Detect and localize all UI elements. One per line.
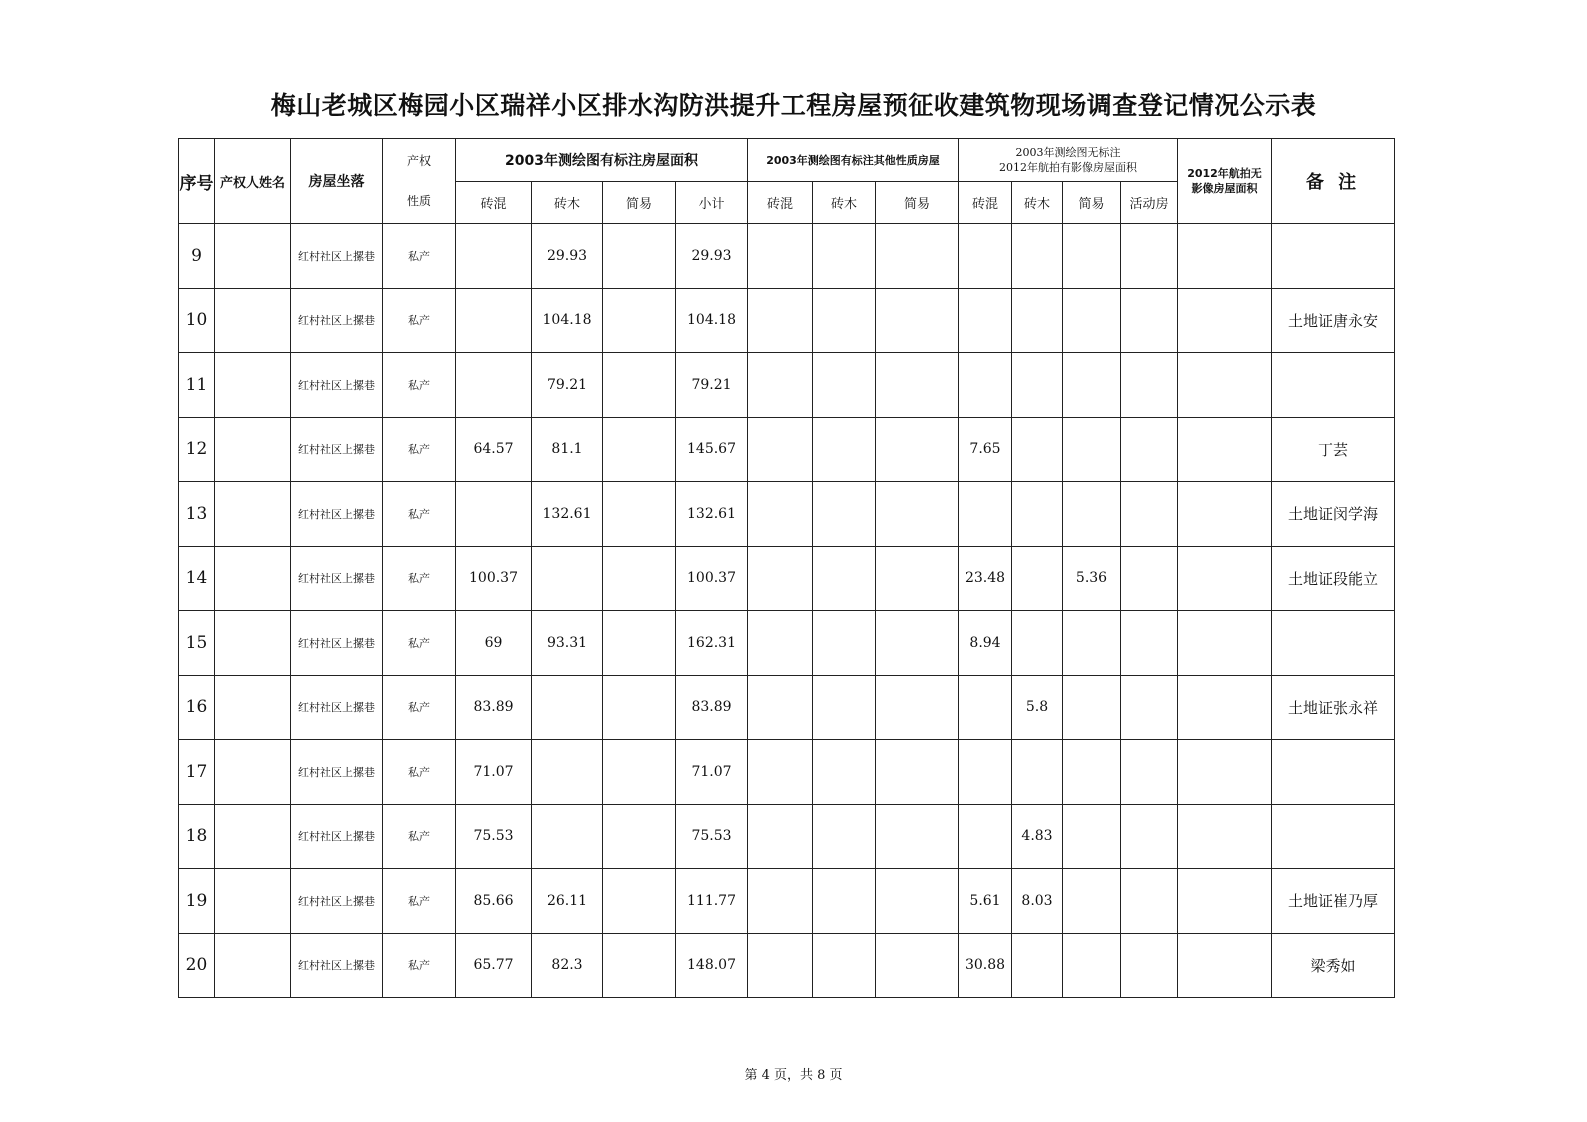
cell-b-simple (876, 804, 959, 869)
table-row (179, 417, 1395, 482)
survey-table (178, 138, 1395, 998)
cell-d-no-image (1178, 611, 1272, 676)
cell-property-type: 私产 (383, 353, 456, 418)
cell-a-brick-wood: 82.3 (532, 933, 603, 998)
cell-c-brick-wood (1012, 611, 1063, 676)
cell-c-brick-wood: 4.83 (1012, 804, 1063, 869)
cell-location: 红村社区上摞巷 (291, 933, 383, 998)
cell-c-brick-concrete (959, 675, 1012, 740)
cell-owner (215, 417, 291, 482)
cell-owner (215, 288, 291, 353)
cell-owner (215, 546, 291, 611)
cell-location: 红村社区上摞巷 (291, 288, 383, 353)
header-b-simple: 简易 (876, 182, 959, 224)
cell-a-simple (603, 288, 676, 353)
header-owner: 产权人姓名 (215, 139, 291, 224)
cell-location: 红村社区上摞巷 (291, 353, 383, 418)
cell-owner (215, 353, 291, 418)
cell-location: 红村社区上摞巷 (291, 675, 383, 740)
cell-c-brick-wood (1012, 482, 1063, 547)
cell-b-brick-wood (813, 417, 876, 482)
cell-location: 红村社区上摞巷 (291, 740, 383, 805)
cell-b-brick-concrete (748, 417, 813, 482)
cell-b-brick-concrete (748, 546, 813, 611)
cell-location: 红村社区上摞巷 (291, 482, 383, 547)
cell-property-type: 私产 (383, 740, 456, 805)
cell-owner (215, 740, 291, 805)
cell-a-brick-concrete: 75.53 (456, 804, 532, 869)
cell-a-simple (603, 353, 676, 418)
cell-seq: 18 (179, 804, 215, 869)
cell-a-brick-wood: 81.1 (532, 417, 603, 482)
header-c-brick-wood: 砖木 (1012, 182, 1063, 224)
cell-property-type: 私产 (383, 417, 456, 482)
cell-owner (215, 869, 291, 934)
cell-a-brick-concrete (456, 482, 532, 547)
cell-a-subtotal: 75.53 (676, 804, 748, 869)
cell-note (1272, 804, 1395, 869)
cell-note: 土地证段能立 (1272, 546, 1395, 611)
cell-note: 土地证唐永安 (1272, 288, 1395, 353)
header-note: 备 注 (1272, 139, 1395, 224)
header-group-c-line1: 2003年测绘图无标注 (1015, 146, 1121, 159)
cell-a-brick-wood (532, 675, 603, 740)
cell-c-mobile (1121, 224, 1178, 289)
header-group-d-line2: 影像房屋面积 (1191, 182, 1258, 195)
cell-c-mobile (1121, 740, 1178, 805)
cell-d-no-image (1178, 933, 1272, 998)
table-row (179, 675, 1395, 740)
cell-b-brick-concrete (748, 675, 813, 740)
cell-seq: 15 (179, 611, 215, 676)
cell-c-mobile (1121, 933, 1178, 998)
cell-seq: 13 (179, 482, 215, 547)
cell-a-brick-wood: 79.21 (532, 353, 603, 418)
cell-b-simple (876, 546, 959, 611)
cell-a-simple (603, 546, 676, 611)
table-row (179, 804, 1395, 869)
cell-b-simple (876, 740, 959, 805)
cell-b-brick-wood (813, 869, 876, 934)
cell-b-brick-wood (813, 675, 876, 740)
cell-c-brick-concrete: 23.48 (959, 546, 1012, 611)
cell-note: 土地证崔乃厚 (1272, 869, 1395, 934)
cell-a-simple (603, 804, 676, 869)
cell-a-subtotal: 145.67 (676, 417, 748, 482)
cell-a-subtotal: 148.07 (676, 933, 748, 998)
cell-location: 红村社区上摞巷 (291, 224, 383, 289)
cell-c-brick-wood: 5.8 (1012, 675, 1063, 740)
table-row (179, 611, 1395, 676)
cell-b-simple (876, 417, 959, 482)
cell-a-simple (603, 675, 676, 740)
cell-d-no-image (1178, 482, 1272, 547)
cell-c-mobile (1121, 869, 1178, 934)
cell-b-brick-wood (813, 288, 876, 353)
header-a-subtotal: 小计 (676, 182, 748, 224)
header-group-d-line1: 2012年航拍无 (1187, 167, 1262, 180)
header-location: 房屋坐落 (291, 139, 383, 224)
cell-a-simple (603, 869, 676, 934)
cell-c-mobile (1121, 804, 1178, 869)
cell-d-no-image (1178, 869, 1272, 934)
cell-c-mobile (1121, 353, 1178, 418)
header-a-brick-wood: 砖木 (532, 182, 603, 224)
cell-a-simple (603, 224, 676, 289)
cell-a-subtotal: 100.37 (676, 546, 748, 611)
cell-a-simple (603, 417, 676, 482)
cell-a-brick-concrete: 100.37 (456, 546, 532, 611)
cell-a-brick-wood: 93.31 (532, 611, 603, 676)
cell-property-type: 私产 (383, 224, 456, 289)
cell-c-brick-concrete (959, 804, 1012, 869)
cell-b-brick-wood (813, 546, 876, 611)
cell-b-brick-wood (813, 482, 876, 547)
cell-a-brick-wood: 104.18 (532, 288, 603, 353)
header-a-simple: 简易 (603, 182, 676, 224)
cell-d-no-image (1178, 353, 1272, 418)
cell-note: 丁芸 (1272, 417, 1395, 482)
header-group-d (1178, 139, 1272, 224)
cell-a-subtotal: 162.31 (676, 611, 748, 676)
cell-owner (215, 611, 291, 676)
cell-owner (215, 804, 291, 869)
cell-a-brick-concrete (456, 224, 532, 289)
cell-c-brick-wood (1012, 546, 1063, 611)
table-row (179, 482, 1395, 547)
cell-d-no-image (1178, 417, 1272, 482)
cell-b-simple (876, 933, 959, 998)
cell-owner (215, 933, 291, 998)
cell-seq: 14 (179, 546, 215, 611)
cell-c-brick-wood (1012, 933, 1063, 998)
cell-a-subtotal: 132.61 (676, 482, 748, 547)
cell-b-brick-wood (813, 353, 876, 418)
header-c-simple: 简易 (1063, 182, 1121, 224)
cell-c-mobile (1121, 611, 1178, 676)
table-row (179, 869, 1395, 934)
cell-a-simple (603, 482, 676, 547)
header-b-brick-wood: 砖木 (813, 182, 876, 224)
cell-c-simple (1063, 804, 1121, 869)
cell-c-mobile (1121, 675, 1178, 740)
cell-seq: 17 (179, 740, 215, 805)
cell-c-brick-concrete (959, 482, 1012, 547)
cell-owner (215, 675, 291, 740)
cell-c-brick-concrete: 5.61 (959, 869, 1012, 934)
cell-c-brick-concrete: 8.94 (959, 611, 1012, 676)
cell-location: 红村社区上摞巷 (291, 804, 383, 869)
cell-a-brick-concrete: 65.77 (456, 933, 532, 998)
header-a-brick-concrete: 砖混 (456, 182, 532, 224)
cell-owner (215, 482, 291, 547)
cell-property-type: 私产 (383, 933, 456, 998)
cell-a-subtotal: 71.07 (676, 740, 748, 805)
cell-seq: 20 (179, 933, 215, 998)
cell-a-simple (603, 933, 676, 998)
cell-d-no-image (1178, 546, 1272, 611)
cell-c-simple (1063, 611, 1121, 676)
cell-d-no-image (1178, 675, 1272, 740)
cell-c-simple (1063, 675, 1121, 740)
cell-c-simple (1063, 288, 1121, 353)
cell-d-no-image (1178, 224, 1272, 289)
cell-a-brick-wood: 29.93 (532, 224, 603, 289)
cell-c-brick-wood (1012, 288, 1063, 353)
cell-c-brick-wood (1012, 224, 1063, 289)
cell-a-subtotal: 29.93 (676, 224, 748, 289)
cell-location: 红村社区上摞巷 (291, 417, 383, 482)
cell-c-simple (1063, 482, 1121, 547)
cell-a-brick-concrete: 64.57 (456, 417, 532, 482)
cell-c-simple (1063, 224, 1121, 289)
cell-b-simple (876, 224, 959, 289)
cell-b-simple (876, 675, 959, 740)
cell-a-brick-concrete (456, 353, 532, 418)
cell-seq: 10 (179, 288, 215, 353)
cell-note: 土地证张永祥 (1272, 675, 1395, 740)
cell-property-type: 私产 (383, 869, 456, 934)
cell-a-brick-concrete: 69 (456, 611, 532, 676)
cell-b-brick-wood (813, 933, 876, 998)
cell-c-simple (1063, 933, 1121, 998)
cell-b-simple (876, 288, 959, 353)
cell-b-brick-concrete (748, 869, 813, 934)
cell-c-brick-wood: 8.03 (1012, 869, 1063, 934)
cell-c-mobile (1121, 546, 1178, 611)
cell-seq: 16 (179, 675, 215, 740)
cell-seq: 11 (179, 353, 215, 418)
header-group-c-line2: 2012年航拍有影像房屋面积 (999, 161, 1137, 174)
cell-b-simple (876, 611, 959, 676)
cell-c-simple (1063, 353, 1121, 418)
cell-b-brick-wood (813, 804, 876, 869)
cell-c-simple: 5.36 (1063, 546, 1121, 611)
cell-c-brick-concrete (959, 288, 1012, 353)
cell-a-simple (603, 611, 676, 676)
cell-a-simple (603, 740, 676, 805)
table-row (179, 288, 1395, 353)
cell-a-brick-concrete: 85.66 (456, 869, 532, 934)
table-row (179, 353, 1395, 418)
cell-c-brick-wood (1012, 353, 1063, 418)
cell-note (1272, 740, 1395, 805)
cell-c-brick-concrete (959, 224, 1012, 289)
header-group-a: 2003年测绘图有标注房屋面积 (456, 139, 748, 182)
cell-property-type: 私产 (383, 804, 456, 869)
cell-a-brick-wood: 132.61 (532, 482, 603, 547)
header-b-brick-concrete: 砖混 (748, 182, 813, 224)
cell-property-type: 私产 (383, 675, 456, 740)
cell-b-simple (876, 353, 959, 418)
cell-note: 土地证闵学海 (1272, 482, 1395, 547)
cell-b-brick-concrete (748, 353, 813, 418)
cell-a-brick-wood: 26.11 (532, 869, 603, 934)
cell-a-brick-wood (532, 740, 603, 805)
cell-c-brick-concrete: 7.65 (959, 417, 1012, 482)
cell-b-brick-wood (813, 224, 876, 289)
cell-note (1272, 611, 1395, 676)
table-row (179, 933, 1395, 998)
cell-c-mobile (1121, 417, 1178, 482)
cell-seq: 9 (179, 224, 215, 289)
cell-a-subtotal: 83.89 (676, 675, 748, 740)
cell-b-brick-wood (813, 611, 876, 676)
cell-note (1272, 353, 1395, 418)
cell-location: 红村社区上摞巷 (291, 869, 383, 934)
page-title: 梅山老城区梅园小区瑞祥小区排水沟防洪提升工程房屋预征收建筑物现场调查登记情况公示表 (270, 91, 1317, 120)
cell-a-brick-concrete (456, 288, 532, 353)
cell-property-type: 私产 (383, 546, 456, 611)
cell-b-brick-concrete (748, 933, 813, 998)
header-seq: 序号 (179, 139, 215, 224)
cell-c-mobile (1121, 288, 1178, 353)
cell-property-type: 私产 (383, 482, 456, 547)
table-row (179, 546, 1395, 611)
header-property-type-line1: 产权 (406, 154, 431, 168)
cell-c-simple (1063, 417, 1121, 482)
cell-d-no-image (1178, 804, 1272, 869)
cell-location: 红村社区上摞巷 (291, 611, 383, 676)
table-body (179, 224, 1395, 998)
table-row (179, 224, 1395, 289)
cell-a-brick-concrete: 83.89 (456, 675, 532, 740)
cell-c-brick-wood (1012, 740, 1063, 805)
cell-a-subtotal: 79.21 (676, 353, 748, 418)
cell-b-brick-concrete (748, 482, 813, 547)
cell-b-brick-concrete (748, 740, 813, 805)
cell-c-brick-concrete (959, 740, 1012, 805)
cell-b-brick-concrete (748, 611, 813, 676)
cell-c-mobile (1121, 482, 1178, 547)
cell-b-simple (876, 482, 959, 547)
cell-b-brick-concrete (748, 804, 813, 869)
cell-a-subtotal: 111.77 (676, 869, 748, 934)
cell-b-simple (876, 869, 959, 934)
cell-property-type: 私产 (383, 288, 456, 353)
cell-b-brick-concrete (748, 224, 813, 289)
cell-a-subtotal: 104.18 (676, 288, 748, 353)
cell-c-simple (1063, 869, 1121, 934)
cell-d-no-image (1178, 288, 1272, 353)
cell-seq: 12 (179, 417, 215, 482)
cell-c-simple (1063, 740, 1121, 805)
header-property-type-line2: 性质 (406, 194, 431, 208)
cell-b-brick-wood (813, 740, 876, 805)
cell-c-brick-wood (1012, 417, 1063, 482)
cell-a-brick-wood (532, 804, 603, 869)
header-c-brick-concrete: 砖混 (959, 182, 1012, 224)
cell-owner (215, 224, 291, 289)
cell-b-brick-concrete (748, 288, 813, 353)
table-row (179, 740, 1395, 805)
cell-location: 红村社区上摞巷 (291, 546, 383, 611)
page-footer: 第 4 页，共 8 页 (744, 1068, 843, 1083)
cell-a-brick-concrete: 71.07 (456, 740, 532, 805)
cell-note: 梁秀如 (1272, 933, 1395, 998)
cell-d-no-image (1178, 740, 1272, 805)
header-c-mobile: 活动房 (1121, 182, 1178, 224)
cell-note (1272, 224, 1395, 289)
header-property-type (383, 139, 456, 224)
cell-seq: 19 (179, 869, 215, 934)
header-group-c (959, 139, 1178, 182)
header-group-b: 2003年测绘图有标注其他性质房屋 (748, 139, 959, 182)
cell-property-type: 私产 (383, 611, 456, 676)
cell-c-brick-concrete: 30.88 (959, 933, 1012, 998)
cell-c-brick-concrete (959, 353, 1012, 418)
cell-a-brick-wood (532, 546, 603, 611)
